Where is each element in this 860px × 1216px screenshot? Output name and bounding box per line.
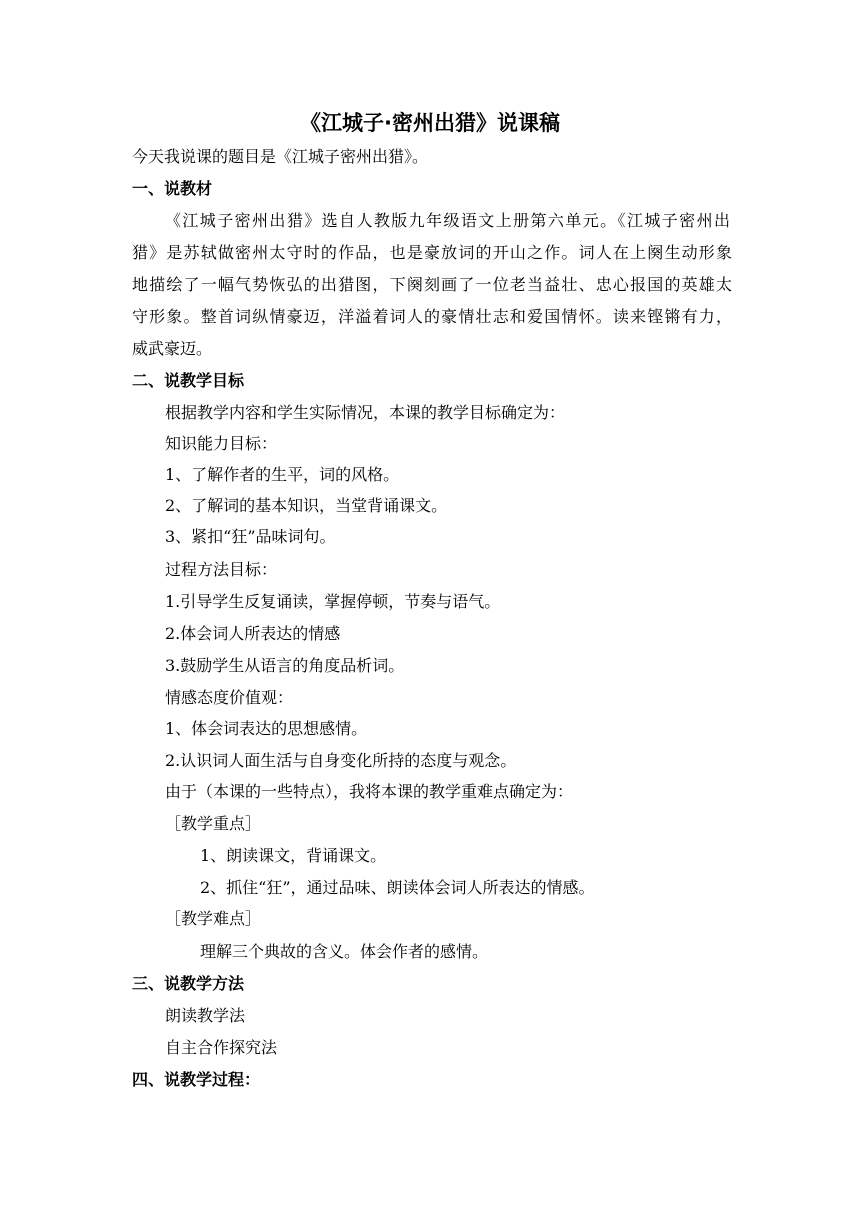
knowledge-item: 3、紧扣“狂”品味词句。 [165,527,336,546]
emotion-item: 2.认识词人面生活与自身变化所持的态度与观念。 [165,751,517,770]
method-item: 自主合作探究法 [165,1038,278,1057]
section1-paragraph-line: 威武豪迈。 [132,339,213,358]
process-item: 3.鼓励学生从语言的角度品析词。 [165,656,405,675]
section4-heading: 四、说教学过程： [132,1070,261,1089]
knowledge-label: 知识能力目标： [165,434,278,453]
method-item: 朗读教学法 [165,1006,246,1025]
knowledge-item: 2、了解词的基本知识，当堂背诵课文。 [165,496,448,515]
key-points-lead: 由于（本课的一些特点），我将本课的教学重难点确定为： [165,782,574,801]
process-item: 2.体会词人所表达的情感 [165,624,341,643]
difficulty-label: ［教学难点］ [165,909,262,928]
key-point-item: 1、朗读课文，背诵课文。 [200,846,387,865]
section3-heading: 三、说教学方法 [132,974,245,993]
intro-line: 今天我说课的题目是《江城子密州出猎》。 [132,147,429,166]
process-item: 1.引导学生反复诵读，掌握停顿，节奏与语气。 [165,592,501,611]
document-title: 《江城子·密州出猎》说课稿 [300,111,560,135]
section1-paragraph-line: 守形象。整首词纵情豪迈，洋溢着词人的豪情壮志和爱国情怀。读来铿锵有力， [132,307,732,326]
section2-heading: 二、说教学目标 [132,371,245,390]
section1-paragraph-line: 《江城子密州出猎》选自人教版九年级语文上册第六单元。《江城子密州出 [165,211,730,230]
section1-paragraph-line: 地描绘了一幅气势恢弘的出猎图，下阕刻画了一位老当益壮、忠心报国的英雄太 [132,275,732,294]
key-point-item: 2、抓住“狂”，通过品味、朗读体会词人所表达的情感。 [200,878,595,897]
emotion-label: 情感态度价值观： [165,688,294,707]
process-label: 过程方法目标： [165,560,278,579]
difficulty-item: 理解三个典故的含义。体会作者的感情。 [200,942,489,961]
key-points-label: ［教学重点］ [165,814,262,833]
section1-paragraph-line: 猎》是苏轼做密州太守时的作品，也是豪放词的开山之作。词人在上阕生动形象 [132,243,732,262]
emotion-item: 1、体会词表达的思想感情。 [165,719,368,738]
objectives-lead: 根据教学内容和学生实际情况，本课的教学目标确定为： [165,403,566,422]
section1-heading: 一、说教材 [132,179,213,198]
knowledge-item: 1、了解作者的生平，词的风格。 [165,465,400,484]
